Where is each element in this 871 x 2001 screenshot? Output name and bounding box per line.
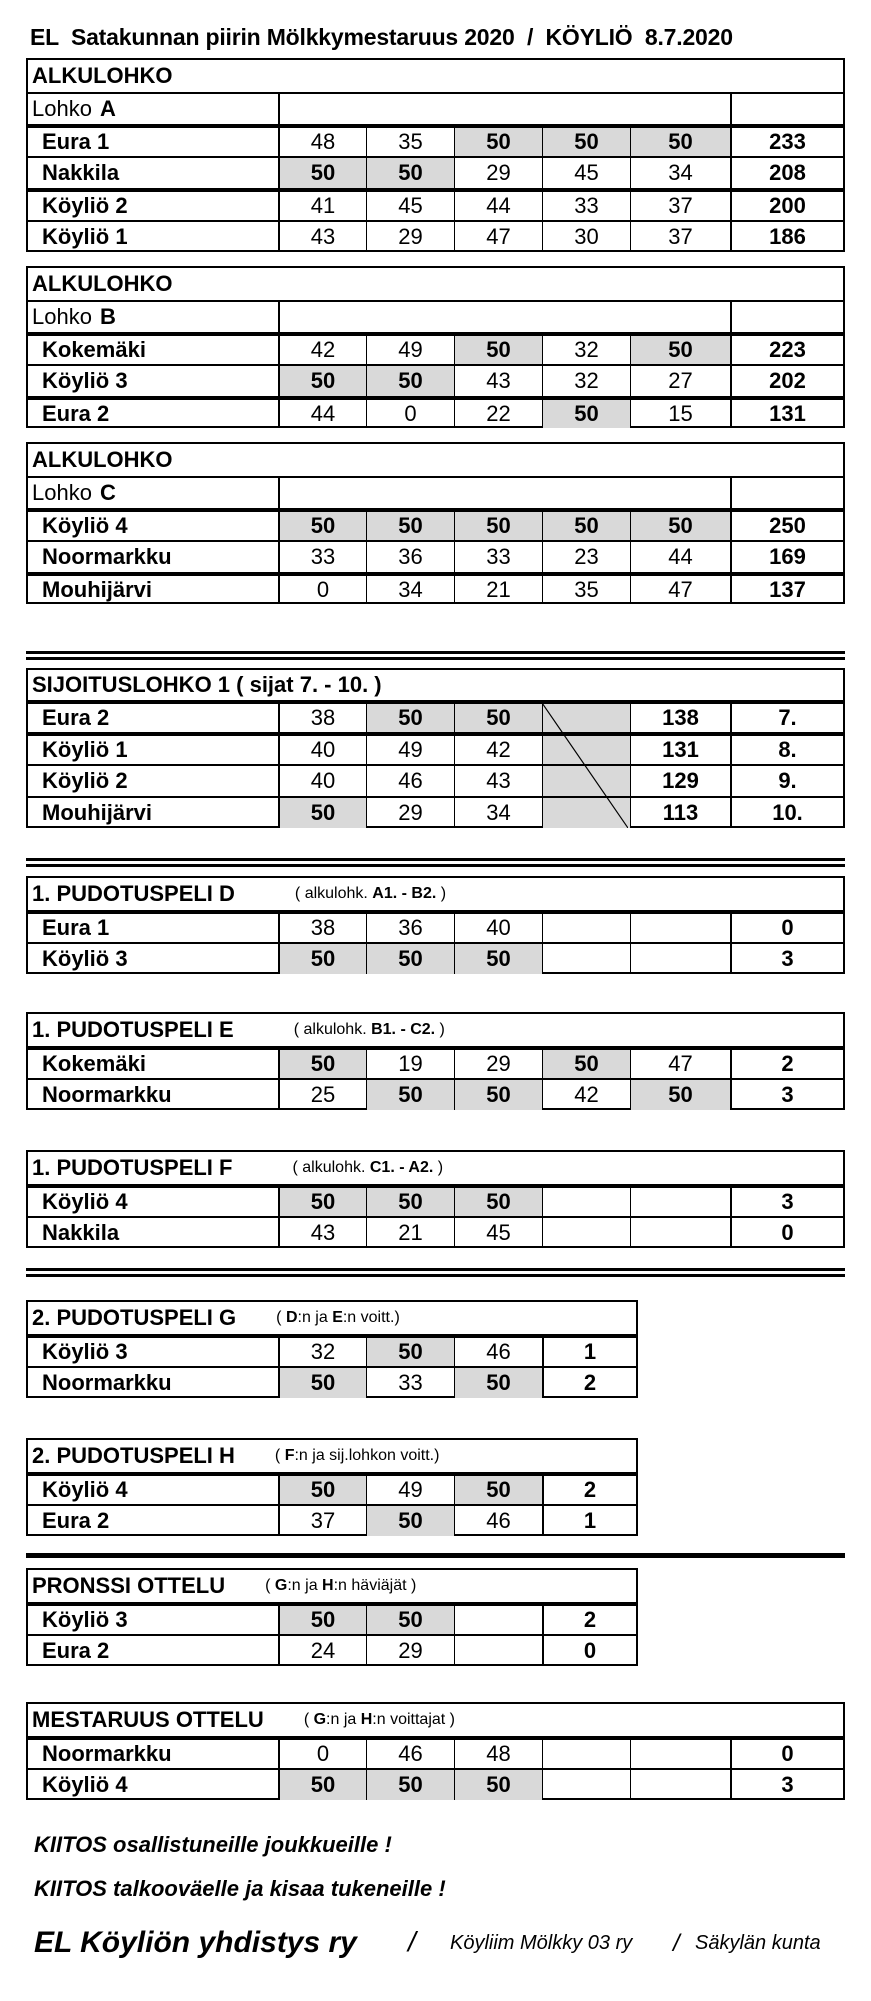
score-cell: 50	[454, 1770, 542, 1800]
score-cell: 50	[366, 1080, 454, 1110]
score-cell: 50	[542, 512, 630, 540]
wins-cell: 0	[730, 1740, 843, 1768]
team-name: Eura 2	[42, 1508, 110, 1533]
group-header: ALKULOHKO	[32, 447, 173, 472]
score-cell: 50	[278, 512, 366, 540]
score-cell: 50	[454, 1188, 542, 1216]
score-cell: 50	[454, 944, 542, 974]
knockout-note: ( G:n ja H:n häviäjät )	[265, 1577, 417, 1594]
knockout-note: ( F:n ja sij.lohkon voitt.)	[274, 1447, 440, 1464]
total-cell: 169	[730, 542, 843, 572]
score-cell: 25	[278, 1080, 366, 1110]
table-row	[28, 508, 843, 540]
knockout-header: PRONSSI OTTELU ( G:n ja H:n häviäjät )	[32, 1573, 417, 1598]
total-cell: 200	[730, 192, 843, 220]
score-cell: 47	[454, 222, 542, 252]
score-cell: 46	[366, 766, 454, 796]
section-divider	[26, 858, 845, 867]
score-cell: 41	[278, 192, 366, 220]
score-cell: 50	[366, 1606, 454, 1634]
wins-cell: 0	[730, 1218, 843, 1248]
score-cell: 45	[366, 192, 454, 220]
team-name: Mouhijärvi	[42, 577, 153, 602]
score-cell: 50	[278, 366, 366, 396]
score-cell: 49	[366, 736, 454, 764]
score-cell: 50	[366, 704, 454, 732]
separator-slash: /	[673, 1930, 680, 1957]
wins-cell: 3	[730, 1080, 843, 1110]
lohko-label: Lohko B	[32, 304, 116, 329]
wins-cell: 2	[542, 1606, 636, 1634]
score-cell: 43	[278, 1218, 366, 1248]
score-cell: 46	[454, 1338, 542, 1366]
score-cell: 50	[278, 158, 366, 188]
team-name: Nakkila	[42, 1220, 120, 1245]
score-cell: 36	[366, 542, 454, 572]
score-cell: 46	[454, 1506, 542, 1536]
score-cell	[630, 1740, 730, 1768]
thanks-participants: KIITOS osallistuneille joukkueille !	[34, 1832, 392, 1857]
score-cell: 47	[630, 1050, 730, 1078]
wins-cell: 3	[730, 1188, 843, 1216]
score-cell: 50	[366, 512, 454, 540]
group-table-B	[26, 266, 845, 428]
team-name: Noormarkku	[42, 1082, 172, 1107]
knockout-table	[26, 1012, 845, 1110]
score-cell: 42	[454, 736, 542, 764]
group-header: ALKULOHKO	[32, 271, 173, 296]
score-cell: 42	[542, 1080, 630, 1110]
placement-cell: 7.	[730, 704, 843, 732]
score-cell: 19	[366, 1050, 454, 1078]
total-cell: 113	[630, 798, 730, 828]
score-cell: 50	[454, 1368, 542, 1398]
total-cell: 223	[730, 336, 843, 364]
knockout-table	[26, 1568, 638, 1666]
table-row	[28, 572, 843, 604]
page-title: EL Satakunnan piirin Mölkkymestaruus 2020 / KÖYLIÖ 8.7.2020	[30, 24, 733, 50]
team-name: Eura 2	[42, 1638, 110, 1663]
score-cell	[630, 1218, 730, 1248]
sponsor-club: Köyliim Mölkky 03 ry	[450, 1932, 633, 1954]
team-name: Köyliö 4	[42, 1772, 128, 1797]
table-row	[28, 700, 843, 732]
table-row	[28, 1216, 843, 1248]
score-cell	[630, 944, 730, 974]
team-name: Kokemäki	[42, 1051, 146, 1076]
wins-cell: 2	[542, 1476, 636, 1504]
score-cell: 33	[454, 542, 542, 572]
knockout-note: ( alkulohk. B1. - C2. )	[293, 1021, 445, 1038]
knockout-table	[26, 1300, 638, 1398]
score-cell: 40	[278, 766, 366, 796]
wins-cell: 2	[730, 1050, 843, 1078]
score-cell: 50	[366, 1338, 454, 1366]
score-cell	[454, 1636, 542, 1666]
section-divider	[26, 651, 845, 660]
placement-cell: 9.	[730, 766, 843, 796]
team-name: Köyliö 1	[42, 737, 128, 762]
team-name: Noormarkku	[42, 1370, 172, 1395]
score-cell: 48	[278, 128, 366, 156]
placement-cell: 8.	[730, 736, 843, 764]
score-cell: 44	[278, 400, 366, 428]
score-cell	[542, 1770, 630, 1800]
table-row	[28, 1366, 636, 1398]
score-cell: 49	[366, 336, 454, 364]
score-cell: 44	[454, 192, 542, 220]
team-name: Köyliö 3	[42, 368, 128, 393]
lohko-label: Lohko C	[32, 480, 116, 505]
knockout-header: 1. PUDOTUSPELI E ( alkulohk. B1. - C2. )	[32, 1017, 445, 1042]
score-cell: 50	[278, 1770, 366, 1800]
team-name: Köyliö 2	[42, 768, 128, 793]
knockout-note: ( G:n ja H:n voittajat )	[303, 1711, 455, 1728]
table-row	[28, 396, 843, 428]
placement-table	[26, 668, 845, 828]
score-cell: 29	[366, 798, 454, 828]
group-header: ALKULOHKO	[32, 63, 173, 88]
team-name: Noormarkku	[42, 544, 172, 569]
score-cell: 50	[366, 366, 454, 396]
total-cell: 233	[730, 128, 843, 156]
table-row	[28, 364, 843, 396]
score-cell	[630, 1188, 730, 1216]
knockout-header: 1. PUDOTUSPELI D ( alkulohk. A1. - B2. )	[32, 881, 447, 906]
score-cell: 50	[630, 512, 730, 540]
score-cell: 50	[278, 1050, 366, 1078]
section-divider	[26, 1553, 845, 1558]
score-cell: 50	[278, 944, 366, 974]
score-cell: 36	[366, 914, 454, 942]
score-cell: 45	[454, 1218, 542, 1248]
score-cell: 32	[278, 1338, 366, 1366]
table-row	[28, 796, 843, 828]
knockout-note: ( alkulohk. A1. - B2. )	[294, 885, 447, 902]
table-row	[28, 1602, 636, 1634]
score-cell: 34	[366, 576, 454, 604]
score-cell: 29	[366, 222, 454, 252]
score-cell: 35	[366, 128, 454, 156]
score-cell: 43	[278, 222, 366, 252]
score-cell: 33	[542, 192, 630, 220]
score-cell: 50	[454, 704, 542, 732]
table-row	[28, 1184, 843, 1216]
total-cell: 208	[730, 158, 843, 188]
score-cell	[542, 1188, 630, 1216]
score-cell: 23	[542, 542, 630, 572]
score-cell: 30	[542, 222, 630, 252]
score-cell: 29	[366, 1636, 454, 1666]
knockout-table	[26, 876, 845, 974]
table-row	[28, 1046, 843, 1078]
score-cell: 50	[454, 336, 542, 364]
wins-cell: 1	[542, 1338, 636, 1366]
group-table-C	[26, 442, 845, 604]
table-row	[28, 332, 843, 364]
knockout-header: 2. PUDOTUSPELI G ( D:n ja E:n voitt.)	[32, 1305, 400, 1330]
score-cell: 50	[454, 1080, 542, 1110]
score-cell: 29	[454, 1050, 542, 1078]
table-row	[28, 732, 843, 764]
score-cell: 29	[454, 158, 542, 188]
knockout-header: 2. PUDOTUSPELI H ( F:n ja sij.lohkon voitt.)	[32, 1443, 440, 1468]
total-cell: 131	[630, 736, 730, 764]
score-cell: 38	[278, 704, 366, 732]
score-cell: 50	[454, 1476, 542, 1504]
score-cell: 40	[454, 914, 542, 942]
score-cell: 34	[630, 158, 730, 188]
table-row	[28, 910, 843, 942]
score-cell: 50	[630, 128, 730, 156]
table-row	[28, 1078, 843, 1110]
total-cell: 131	[730, 400, 843, 428]
score-cell	[630, 1770, 730, 1800]
table-row	[28, 1504, 636, 1536]
team-name: Eura 1	[42, 915, 110, 940]
score-cell: 32	[542, 366, 630, 396]
diagonal-line	[540, 700, 628, 828]
score-cell: 49	[366, 1476, 454, 1504]
score-cell: 43	[454, 366, 542, 396]
table-row	[28, 1334, 636, 1366]
score-cell: 33	[366, 1368, 454, 1398]
score-cell: 37	[630, 222, 730, 252]
table-row	[28, 942, 843, 974]
team-name: Köyliö 3	[42, 1607, 128, 1632]
table-row	[28, 188, 843, 220]
score-cell: 15	[630, 400, 730, 428]
sponsor-municipality: Säkylän kunta	[695, 1932, 821, 1954]
lohko-label: Lohko A	[32, 96, 116, 121]
score-cell: 50	[630, 336, 730, 364]
score-cell: 45	[542, 158, 630, 188]
score-cell: 50	[278, 1476, 366, 1504]
placement-header: SIJOITUSLOHKO 1 ( sijat 7. - 10. )	[32, 672, 382, 697]
table-row	[28, 540, 843, 572]
wins-cell: 0	[542, 1636, 636, 1666]
team-name: Noormarkku	[42, 1741, 172, 1766]
team-name: Kokemäki	[42, 337, 146, 362]
score-cell: 43	[454, 766, 542, 796]
knockout-header: MESTARUUS OTTELU ( G:n ja H:n voittajat )	[32, 1707, 455, 1732]
score-cell: 35	[542, 576, 630, 604]
team-name: Köyliö 2	[42, 193, 128, 218]
score-cell: 47	[630, 576, 730, 604]
table-row	[28, 220, 843, 252]
separator-slash: /	[408, 1926, 416, 1957]
table-row	[28, 1634, 636, 1666]
team-name: Köyliö 3	[42, 1339, 128, 1364]
score-cell: 21	[366, 1218, 454, 1248]
team-name: Mouhijärvi	[42, 800, 153, 825]
total-cell: 129	[630, 766, 730, 796]
score-cell: 48	[454, 1740, 542, 1768]
team-name: Eura 2	[42, 401, 110, 426]
team-name: Eura 2	[42, 705, 110, 730]
score-cell: 0	[278, 1740, 366, 1768]
score-cell: 32	[542, 336, 630, 364]
score-cell	[542, 914, 630, 942]
total-cell: 202	[730, 366, 843, 396]
score-cell: 33	[278, 542, 366, 572]
table-row	[28, 1736, 843, 1768]
team-name: Köyliö 4	[42, 1189, 128, 1214]
placement-cell: 10.	[730, 798, 843, 828]
score-cell	[454, 1606, 542, 1634]
score-cell	[542, 1218, 630, 1248]
team-name: Köyliö 3	[42, 946, 128, 971]
team-name: Köyliö 4	[42, 513, 128, 538]
table-row	[28, 124, 843, 156]
score-cell: 24	[278, 1636, 366, 1666]
score-cell: 44	[630, 542, 730, 572]
table-row	[28, 1472, 636, 1504]
wins-cell: 0	[730, 914, 843, 942]
total-cell: 186	[730, 222, 843, 252]
score-cell: 50	[542, 400, 630, 428]
score-cell: 46	[366, 1740, 454, 1768]
score-cell: 21	[454, 576, 542, 604]
total-cell: 250	[730, 512, 843, 540]
group-table-A	[26, 58, 845, 252]
score-cell: 34	[454, 798, 542, 828]
score-cell: 50	[366, 1188, 454, 1216]
wins-cell: 1	[542, 1506, 636, 1536]
section-divider	[26, 1268, 845, 1277]
score-cell: 38	[278, 914, 366, 942]
knockout-table	[26, 1438, 638, 1536]
score-cell: 37	[630, 192, 730, 220]
score-cell	[630, 914, 730, 942]
knockout-note: ( D:n ja E:n voitt.)	[276, 1309, 400, 1326]
table-row	[28, 156, 843, 188]
score-cell: 37	[278, 1506, 366, 1536]
team-name: Nakkila	[42, 160, 120, 185]
knockout-note: ( alkulohk. C1. - A2. )	[292, 1159, 444, 1176]
wins-cell: 2	[542, 1368, 636, 1398]
score-cell: 50	[278, 798, 366, 828]
score-cell: 27	[630, 366, 730, 396]
score-cell	[542, 944, 630, 974]
organizer: EL Köyliön yhdistys ry	[34, 1926, 357, 1959]
team-name: Eura 1	[42, 129, 110, 154]
score-cell	[542, 1740, 630, 1768]
score-cell: 50	[630, 1080, 730, 1110]
total-cell: 137	[730, 576, 843, 604]
score-cell: 50	[454, 128, 542, 156]
table-row	[28, 1768, 843, 1800]
score-cell: 40	[278, 736, 366, 764]
table-row	[28, 764, 843, 796]
score-cell: 50	[454, 512, 542, 540]
score-cell: 50	[278, 1188, 366, 1216]
score-cell: 50	[542, 128, 630, 156]
thanks-volunteers: KIITOS talkooväelle ja kisaa tukeneille !	[34, 1876, 446, 1901]
score-cell: 50	[366, 158, 454, 188]
knockout-table	[26, 1150, 845, 1248]
score-cell: 50	[366, 1506, 454, 1536]
score-cell: 42	[278, 336, 366, 364]
score-cell: 0	[278, 576, 366, 604]
team-name: Köyliö 4	[42, 1477, 128, 1502]
score-cell: 50	[542, 1050, 630, 1078]
knockout-table	[26, 1702, 845, 1800]
knockout-header: 1. PUDOTUSPELI F ( alkulohk. C1. - A2. )	[32, 1155, 444, 1180]
total-cell: 138	[630, 704, 730, 732]
score-cell: 50	[366, 944, 454, 974]
wins-cell: 3	[730, 1770, 843, 1800]
score-cell: 50	[278, 1606, 366, 1634]
score-cell: 22	[454, 400, 542, 428]
score-cell: 50	[278, 1368, 366, 1398]
score-cell: 50	[366, 1770, 454, 1800]
team-name: Köyliö 1	[42, 224, 128, 249]
score-cell: 0	[366, 400, 454, 428]
wins-cell: 3	[730, 944, 843, 974]
